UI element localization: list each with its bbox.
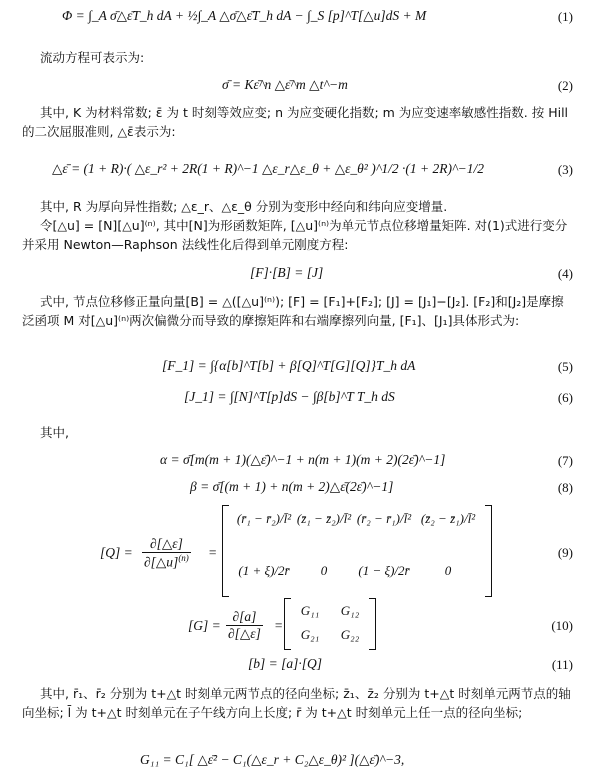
equation-2: σ̄ = Kε̄^n △ε̄^m △t^−m [222,77,348,92]
paragraph-flow-equation: 流动方程可表示为: [40,50,145,65]
equation-10-lhs: [G] = [188,618,221,633]
matrix-q-cell: (1 − ξ)/2r̄ [358,563,410,578]
equation-8-number: (8) [557,480,573,495]
equation-9-equals: = [208,545,218,560]
equation-9-derivative-numerator: ∂[△ε] [142,536,191,553]
equation-11-number: (11) [551,657,573,672]
equation-9-number: (9) [557,545,573,560]
matrix-q-cell: (r̄₁ − r̄₂)/l̄² [236,511,292,526]
matrix-q-cell: (r̄₂ − r̄₁)/l̄² [356,511,412,526]
equation-10-number: (10) [551,618,573,633]
equation-5: [F_1] = ∫{α[b]^T[b] + β[Q]^T[G][Q]}T_h dA [162,358,416,373]
equation-4: [F]·[B] = [J] [250,265,324,280]
matrix-g-cell: G₂₂ [340,627,360,642]
equation-9-derivative-superscript: (n) [178,553,189,563]
paragraph-correction-vector: 式中, 节点位移修正量向量[B] = △([△u]⁽ⁿ⁾); [F] = [F₁]+[F₂]; [J] = [J₁]−[J₂]. [F₂]和[J₂]是摩擦泛函项 M 对[△u]⁽ⁿ⁾两次偏微分而导致的摩擦矩阵和右端摩擦列向量, [F₁]、[J₁]具体形式为: [22,294,564,328]
paragraph-material-constants: 其中, K 为材料常数; ε̄ 为 t 时刻等效应变; n 为应变硬化指数; m 为应变速率敏感性指数. 按 Hill 的二次屈服准则, △ε̄表示为: [22,105,569,139]
equation-10-equals: = [274,618,284,633]
equation-10-derivative-denominator: ∂[△ε] [228,626,261,641]
equation-g11: G₁₁ = C₁[ △ε̄² − C₁(△ε_r + C₂△ε_θ)² ](△ε̄)^−3, [140,752,405,767]
equation-9-derivative [142,536,191,571]
matrix-g-cell: G₁₁ [300,603,320,618]
equation-2-number: (2) [557,78,573,93]
equation-3-number: (3) [557,162,573,177]
equation-9-lhs: [Q] = [100,545,133,560]
equation-7: α = σ̄[m(m + 1)(△ε̄)^−1 + n(m + 1)(m + 2)(2ε̄)^−1] [160,452,446,467]
equation-7-number: (7) [557,453,573,468]
matrix-q-cell: 0 [444,563,452,578]
matrix-g-cell: G₁₂ [340,603,360,618]
equation-3: △ε̄ = (1 + R)·( △ε_r² + 2R(1 + R)^−1 △ε_r△ε_θ + △ε_θ² )^1/2 ·(1 + 2R)^−1/2 [52,161,485,176]
equation-10-derivative-numerator: ∂[a] [226,609,263,626]
matrix-g-right-bracket [369,598,376,650]
matrix-q-right-bracket [485,505,492,597]
equation-5-number: (5) [557,359,573,374]
equation-11: [b] = [a]·[Q] [248,656,323,671]
paragraph-anisotropy: 其中, R 为厚向异性指数; △ε_r、△ε_θ 分别为变形中经向和纬向应变增量. [40,199,448,214]
matrix-q [222,505,492,597]
paragraph-shape-function: 令[△u] = [N][△u]⁽ⁿ⁾, 其中[N]为形函数矩阵, [△u]⁽ⁿ⁾为单元节点位移增量矩阵. 对(1)式进行变分并采用 Newton—Raphson 法线性化后得到单元刚度方程: [22,218,568,252]
matrix-g [284,598,376,650]
paragraph-where: 其中, [40,425,69,440]
paragraph-node-coordinates: 其中, r̄₁、r̄₂ 分别为 t+△t 时刻单元两节点的径向坐标; z̄₁、z̄₂ 分别为 t+△t 时刻单元两节点的轴向坐标; l̄ 为 t+△t 时刻单元在子午线方向上长度; r̄ 为 t+△t 时刻单元上任一点的径向坐标; [22,686,571,720]
equation-6-number: (6) [557,390,573,405]
matrix-q-cell: 0 [320,563,328,578]
equation-8: β = σ̄[(m + 1) + n(m + 2)△ε̄(2ε̄)^−1] [190,479,394,494]
matrix-q-left-bracket [222,505,229,597]
equation-4-number: (4) [557,266,573,281]
equation-9-derivative-denominator: ∂[△u] [144,554,179,570]
equation-10-derivative [226,609,263,642]
matrix-q-cell: (z̄₁ − z̄₂)/l̄² [296,511,352,526]
equation-1-number: (1) [557,9,573,24]
matrix-q-cell: (1 + ξ)/2r̄ [238,563,290,578]
equation-1: Φ = ∫_A σ̄△ε̄T_h dA + ½∫_A △σ̄△ε̄T_h dA − ∫_S [p]^T[△u]dS + M [62,8,427,23]
matrix-q-cell: (z̄₂ − z̄₁)/l̄² [420,511,476,526]
equation-6: [J_1] = ∫[N]^T[p]dS − ∫β[b]^T T_h dS [184,389,395,404]
matrix-g-cell: G₂₁ [300,627,320,642]
